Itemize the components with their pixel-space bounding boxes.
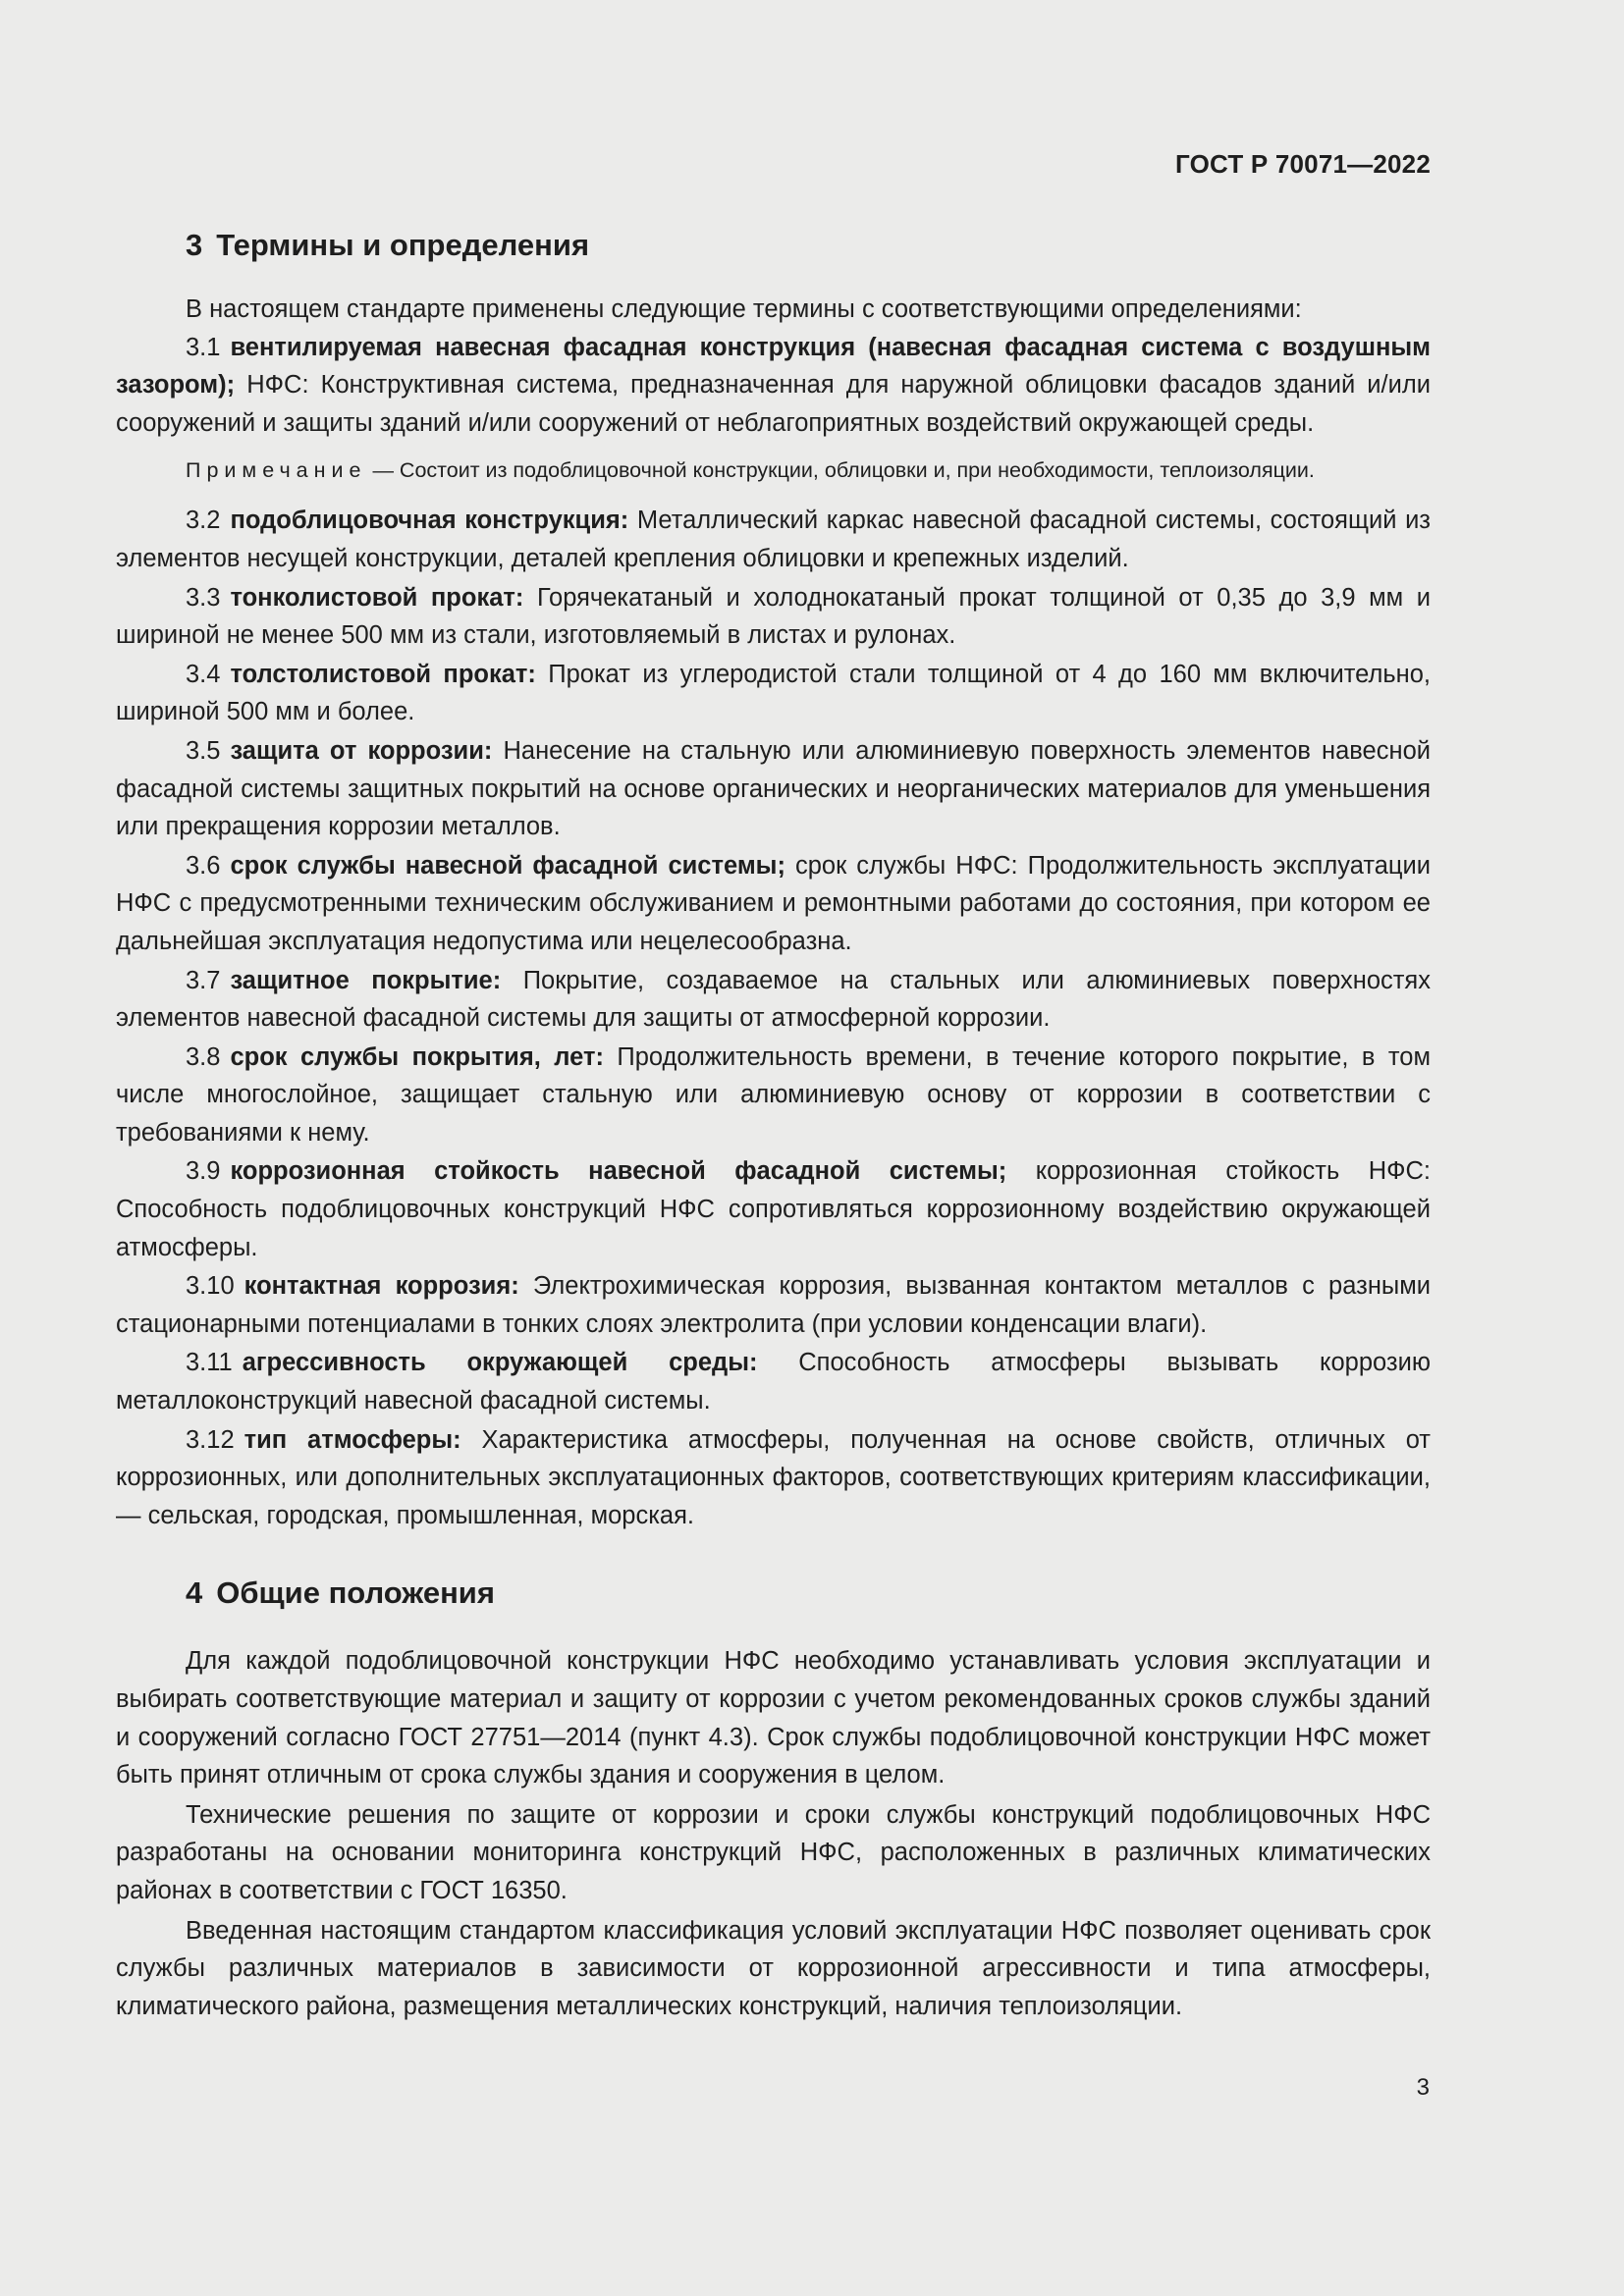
term-number: 3.1: [186, 333, 221, 361]
term-number: 3.8: [186, 1042, 221, 1071]
term-definition: срок службы НФС: Продолжительность эксплуатации НФС с предусмотренными техническим обслуживанием и ремонтными работами до состояния, при котором ее дальнейшая эксплуатация недопустима или нецелесообразна.: [116, 851, 1431, 955]
note-text: — Состоит из подоблицовочной конструкции, облицовки и, при необходимости, теплоизоляции.: [372, 458, 1315, 483]
term-name: защитное покрытие:: [230, 966, 502, 994]
term-number: 3.11: [186, 1349, 233, 1377]
note: [116, 455, 1431, 486]
term-name: срок службы навесной фасадной системы;: [230, 851, 785, 880]
term-definition: Металлический каркас навесной фасадной системы, состоящий из элементов несущей конструкции, деталей крепления облицовки и крепежных изделий.: [116, 507, 1432, 572]
term-name: контактная коррозия:: [244, 1272, 519, 1301]
term-number: 3.4: [186, 660, 221, 688]
section-3-heading: [116, 216, 1431, 275]
term-number: 3.7: [186, 966, 221, 994]
section-number: 3: [186, 228, 203, 262]
term-number: 3.12: [186, 1425, 235, 1454]
term-name: толстолистовой прокат:: [230, 660, 536, 688]
term-name: вентилируемая навесная фасадная конструкция (навесная фасадная система с воздушным зазором);: [116, 333, 1431, 400]
note-label: Примечание: [186, 458, 367, 483]
term-number: 3.6: [186, 851, 221, 880]
term-3-11: [116, 1344, 1431, 1419]
term-name: коррозионная стойкость навесной фасадной системы;: [230, 1157, 1007, 1186]
term-definition: Электрохимическая коррозия, вызванная контактом металлов с разными стационарными потенциалами в тонких слоях электролита (при условии конденсации влаги).: [116, 1272, 1432, 1338]
section-title: Общие положения: [216, 1575, 495, 1611]
term-number: 3.10: [186, 1272, 235, 1301]
term-number: 3.2: [186, 507, 221, 535]
term-definition: Горячекатаный и холоднокатаный прокат толщиной от 0,35 до 3,9 мм и шириной не менее 500 мм из стали, изготовляемый в листах и рулонах.: [116, 583, 1431, 650]
term-3-4: [116, 656, 1431, 731]
term-definition: Продолжительность времени, в течение которого покрытие, в том числе многослойное, защищает стальную или алюминиевую основу от коррозии в соответствии с требованиями к нему.: [116, 1042, 1431, 1147]
term-3-2: [116, 502, 1431, 577]
term-name: агрессивность окружающей среды:: [242, 1349, 758, 1377]
term-3-8: [116, 1039, 1431, 1152]
term-definition: Прокат из углеродистой стали толщиной от 4 до 160 мм включительно, шириной 500 мм и более.: [116, 660, 1431, 726]
term-3-9: [116, 1152, 1431, 1266]
term-definition: Способность атмосферы вызывать коррозию металлоконструкций навесной фасадной системы.: [116, 1349, 1431, 1415]
term-name: тип атмосферы:: [244, 1425, 461, 1454]
section-4-paragraph: Введенная настоящим стандартом классификация условий эксплуатации НФС позволяет оценивать срок службы различных материалов в зависимости от коррозионной агрессивности и типа атмосферы, климатического района, размещения металлических конструкций, наличия теплоизоляции.: [116, 1916, 1431, 2020]
term-definition: НФС: Конструктивная система, предназначенная для наружной облицовки фасадов зданий и/или сооружений и защиты зданий и/или сооружений от неблагоприятных воздействий окружающей среды.: [116, 371, 1431, 437]
document-header: ГОСТ Р 70071—2022: [1175, 149, 1431, 179]
term-3-1: [116, 329, 1431, 443]
section-title: Термины и определения: [216, 228, 590, 262]
term-name: тонколистовой прокат:: [230, 583, 524, 612]
term-name: подоблицовочная конструкция:: [230, 507, 629, 535]
term-definition: Нанесение на стальную или алюминиевую поверхность элементов навесной фасадной системы защитных покрытий на основе органических и неорганических материалов для уменьшения или прекращения коррозии металлов.: [116, 736, 1431, 841]
term-3-6: [116, 847, 1431, 961]
term-number: 3.9: [186, 1157, 221, 1186]
term-definition: Покрытие, создаваемое на стальных или алюминиевых поверхностях элементов навесной фасадной системы для защиты от атмосферной коррозии.: [116, 966, 1431, 1033]
term-definition: коррозионная стойкость НФС: Способность подоблицовочных конструкций НФС сопротивляться коррозионному воздействию окружающей атмосферы.: [116, 1157, 1431, 1261]
page-number: 3: [1416, 2074, 1430, 2101]
term-3-5: [116, 732, 1431, 846]
term-name: срок службы покрытия, лет:: [230, 1042, 604, 1071]
section-3-intro: В настоящем стандарте применены следующие термины с соответствующими определениями:: [186, 295, 1302, 323]
section-4-paragraph: Для каждой подоблицовочной конструкции НФС необходимо устанавливать условия эксплуатации и выбирать соответствующие материал и защиту от коррозии с учетом рекомендованных сроков службы зданий и сооружений согласно ГОСТ 27751—2014 (пункт 4.3). Срок службы подоблицовочной конструкции НФС может быть принят отличным от срока службы здания и сооружения в целом.: [116, 1647, 1431, 1789]
term-3-3: [116, 579, 1431, 655]
term-3-10: [116, 1267, 1431, 1343]
section-4-heading: [116, 1564, 1431, 1623]
term-3-12: [116, 1421, 1431, 1535]
page-content: [116, 214, 1431, 2027]
term-name: защита от коррозии:: [230, 736, 493, 765]
term-number: 3.3: [186, 583, 221, 612]
term-number: 3.5: [186, 736, 221, 765]
term-3-7: [116, 962, 1431, 1038]
term-definition: Характеристика атмосферы, полученная на основе свойств, отличных от коррозионных, или дополнительных эксплуатационных факторов, соответствующих критериям классификации, — сельская, городская, промышленная, морская.: [116, 1425, 1431, 1529]
section-number: 4: [186, 1575, 203, 1611]
section-4-paragraph: Технические решения по защите от коррозии и сроки службы конструкций подоблицовочных НФС разработаны на основании мониторинга конструкций НФС, расположенных в различных климатических районах в соответствии с ГОСТ 16350.: [116, 1800, 1431, 1904]
